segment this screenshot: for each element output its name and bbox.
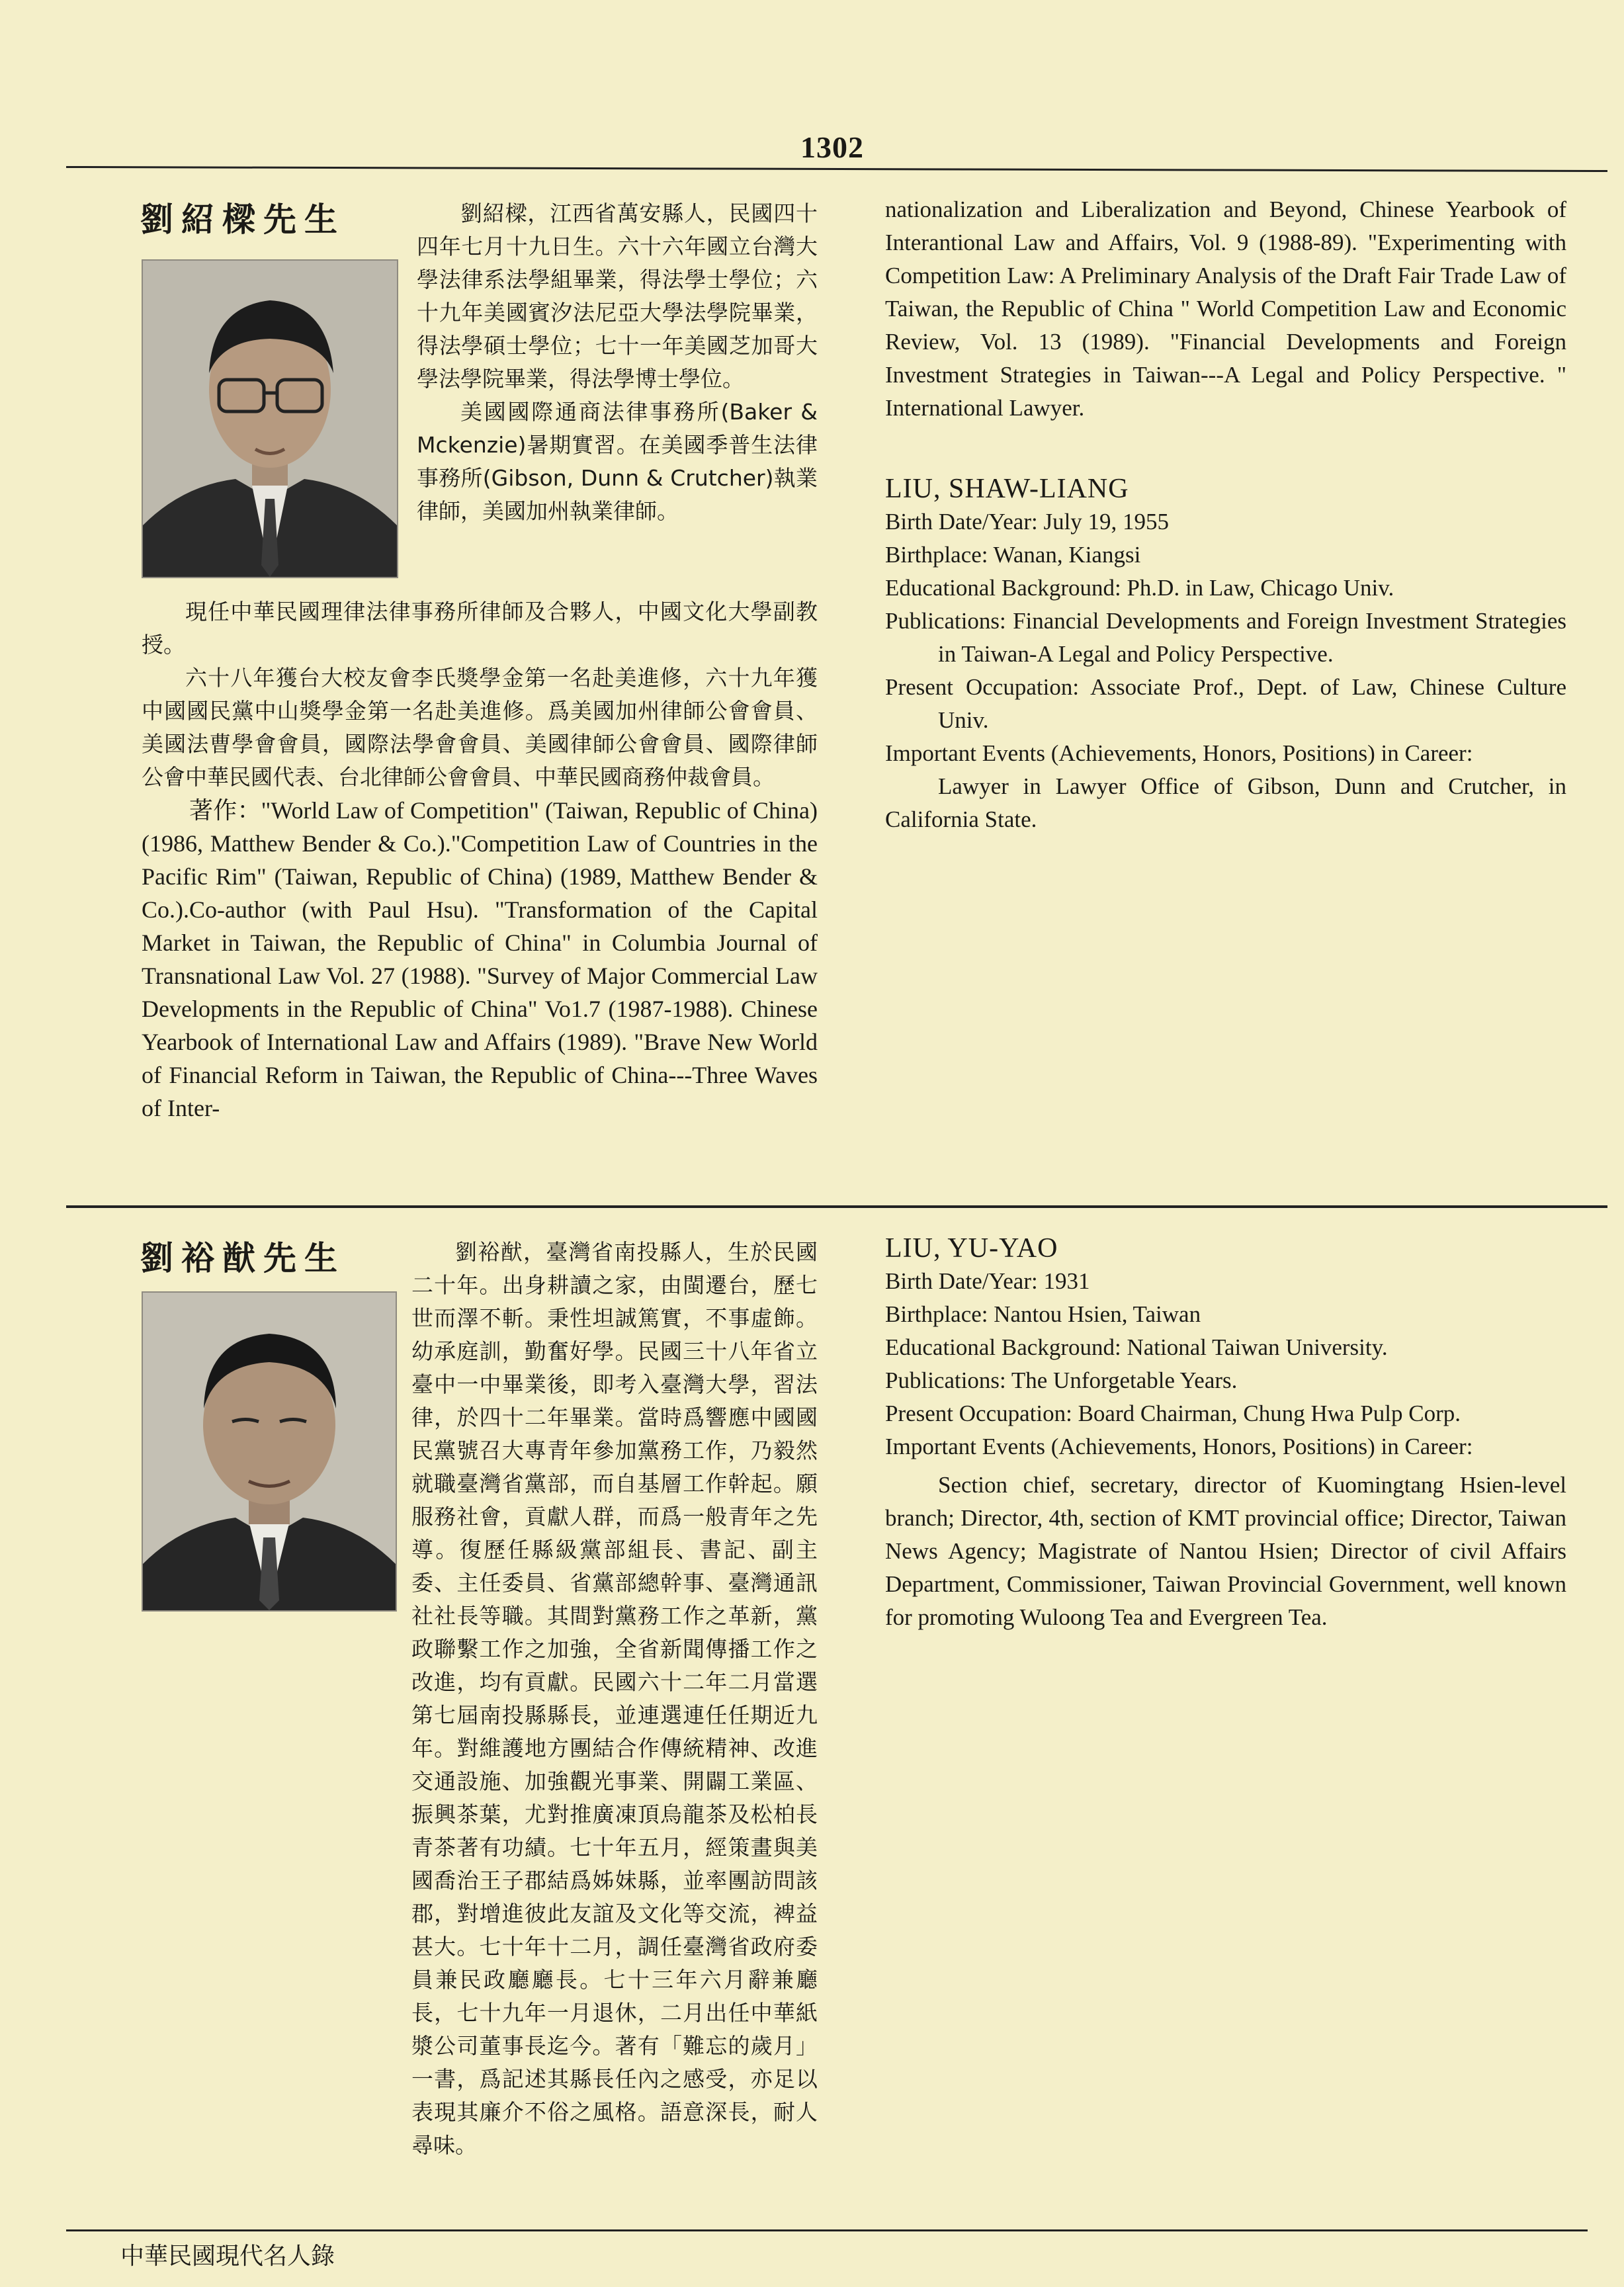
person1-education: Educational Background: Ph.D. in Law, Chicago Univ. [885, 575, 1394, 601]
person1-birthplace: Birthplace: Wanan, Kiangsi [885, 542, 1141, 568]
footer-rule [66, 2229, 1588, 2231]
person2-birthplace: Birthplace: Nantou Hsien, Taiwan [885, 1301, 1201, 1327]
person1-works-continuation: nationalization and Liberalization and Beyond, Chinese Yearbook of Interantional Law and Affairs, Vol. 9 (1988-89). "Experimenting with Competition Law: A Preliminary Analysis of the Draft Fair Trade Law of Taiwan, the Republic of China " World Competition Law and Economic Review, Vol. 13 (1989). "Financial Developments and Foreign Investment Strategies in Taiwan---A Legal and Policy Perspective. " International Lawyer. [885, 196, 1566, 421]
top-rule [66, 166, 1607, 172]
person1-publications: Publications: Financial Developments and Foreign Investment Strategies in Taiwan-A Legal and Policy Perspective. [885, 608, 1566, 667]
person1-portrait-photo [142, 259, 398, 578]
person2-bio-paragraph: 劉裕猷，臺灣省南投縣人，生於民國二十年。出身耕讀之家，由閩遷台，歷七世而澤不斬。秉性坦誠篤實，不事虛飾。幼承庭訓，勤奮好學。民國三十八年省立臺中一中畢業後，即考入臺灣大學，習法律，於四十二年畢業。當時爲響應中國國民黨號召大專青年參加黨務工作，乃毅然就職臺灣省黨部，而自基層工作幹起。願服務社會，貢獻人群，而爲一般青年之先導。復歷任縣級黨部組長、書記、副主委、主任委員、省黨部總幹事、臺灣通訊社社長等職。其間對黨務工作之革新，黨政聯繫工作之加強，全省新聞傳播工作之改進，均有貢獻。民國六十二年二月當選第七屆南投縣縣長，並連選連任任期近九年。對維護地方團結合作傳統精神、改進交通設施、加強觀光事業、開闢工業區、振興茶葉，尤對推廣凍頂烏龍茶及松柏長青茶著有功績。七十年五月，經策畫與美國喬治王子郡結爲姊妹縣，並率團訪問該郡，對增進彼此友誼及文化等交流，裨益甚大。七十年十二月，調任臺灣省政府委員兼民政廳廳長。七十三年六月辭兼廳長，七十九年一月退休，二月出任中華紙漿公司董事長迄今。著有「難忘的歲月」一書，爲記述其縣長任內之感受，亦足以表現其廉介不俗之風格。語意深長，耐人尋味。 [411, 1239, 818, 2158]
book-title-footer: 中華民國現代名人錄 [120, 2243, 335, 2270]
person1-career-paragraph: 美國國際通商法律事務所(Baker & Mckenzie)暑期實習。在美國季普生法律事務所(Gibson, Dunn & Crutcher)執業律師，美國加州執業律師。 [417, 399, 818, 524]
person1-honors-paragraph: 六十八年獲台大校友會李氏獎學金第一名赴美進修，六十九年獲中國國民黨中山獎學金第一名赴美進修。爲美國加州律師公會會員、美國法曹學會會員，國際法學會會員、美國律師公會會員、國際律師公會中華民國代表、台北律師公會會員、中華民國商務仲裁會員。 [142, 665, 818, 790]
person1-chinese-intro [417, 197, 818, 528]
person2-publications: Publications: The Unforgetable Years. [885, 1367, 1238, 1393]
person2-education: Educational Background: National Taiwan University. [885, 1334, 1388, 1360]
person2-chinese-name: 劉裕猷先生 [140, 1239, 345, 1277]
person1-birth-date: Birth Date/Year: July 19, 1955 [885, 509, 1170, 535]
person2-birth-date: Birth Date/Year: 1931 [885, 1268, 1090, 1294]
person1-events: Lawyer in Lawyer Office of Gibson, Dunn and Crutcher, in California State. [885, 773, 1566, 832]
person1-english-name: LIU, SHAW-LIANG [885, 474, 1129, 504]
person1-occupation: Present Occupation: Associate Prof., Dept. of Law, Chinese Culture Univ. [885, 674, 1566, 733]
person2-events-label: Important Events (Achievements, Honors, Positions) in Career: [885, 1434, 1473, 1459]
person2-occupation: Present Occupation: Board Chairman, Chung Hwa Pulp Corp. [885, 1401, 1461, 1426]
person1-chinese-body [142, 595, 818, 1125]
person2-english-name: LIU, YU-YAO [885, 1233, 1058, 1264]
person1-events-label: Important Events (Achievements, Honors, Positions) in Career: [885, 740, 1473, 766]
person1-english-column [885, 193, 1566, 836]
person2-english-column [885, 1232, 1566, 1634]
person1-works-paragraph: 著作："World Law of Competition" (Taiwan, Republic of China) (1986, Matthew Bender & Co.)."Competition Law of Countries in the Pacific Rim" (Taiwan, Republic of China) (1989, Matthew Bender & Co.).Co-author (with Paul Hsu). "Transformation of the Capital Market in Taiwan, the Republic of China" in Columbia Journal of Transnational Law Vol. 27 (1988). "Survey of Major Commercial Law Developments in the Republic of China" Vo1.7 (1987-1988). Chinese Yearbook of International Law and Affairs (1989). "Brave New World of Financial Reform in Taiwan, the Republic of China---Three Waves of Inter- [142, 797, 818, 1121]
person1-intro-paragraph: 劉紹樑，江西省萬安縣人，民國四十四年七月十九日生。六十六年國立台灣大學法律系法學組畢業，得法學士學位；六十九年美國賓汐法尼亞大學法學院畢業，得法學碩士學位；七十一年美國芝加哥大學法學院畢業，得法學博士學位。 [417, 200, 818, 392]
person2-chinese-bio [142, 1236, 818, 2162]
page-number: 1302 [800, 130, 864, 164]
section-divider [66, 1205, 1607, 1208]
person2-events: Section chief, secretary, director of Kuomingtang Hsien-level branch; Director, 4th, section of KMT provincial office; Director, Taiwan News Agency; Magistrate of Nantou Hsien; Director of civil Affairs Department, Commissioner, Taiwan Provincial Government, well known for promoting Wuloong Tea and Evergreen Tea. [885, 1472, 1566, 1630]
person1-portrait-illustration [143, 261, 397, 577]
person1-current-paragraph: 現任中華民國理律法律事務所律師及合夥人，中國文化大學副教授。 [142, 599, 818, 658]
person1-chinese-name: 劉紹樑先生 [140, 200, 345, 239]
